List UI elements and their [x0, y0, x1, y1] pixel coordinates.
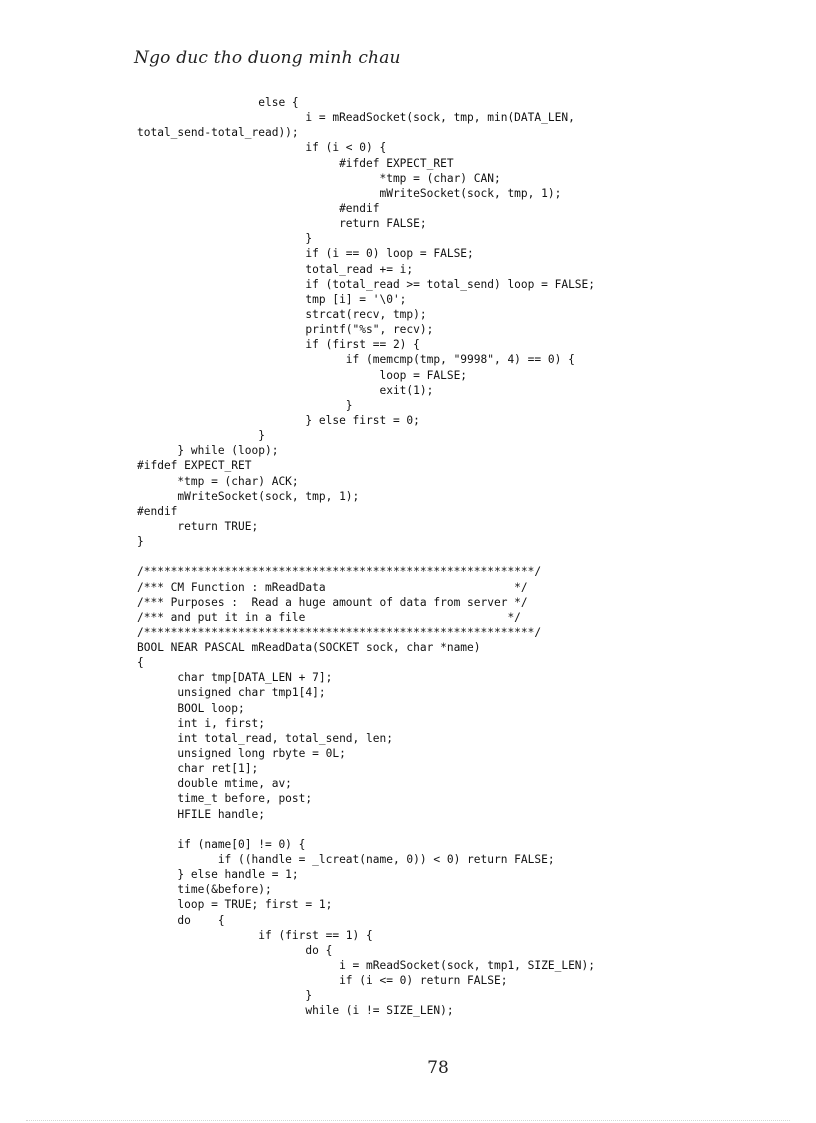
code-line: if (name[0] != 0) { — [137, 837, 306, 851]
code-line: while (i != SIZE_LEN); — [137, 1004, 454, 1018]
code-line: double mtime, av; — [137, 777, 292, 791]
code-line: } — [137, 989, 313, 1003]
code-line: if (memcmp(tmp, "9998", 4) == 0) { — [137, 353, 575, 367]
code-line: *tmp = (char) ACK; — [137, 474, 299, 488]
code-line: } — [137, 535, 144, 549]
code-line: } else first = 0; — [137, 413, 420, 427]
code-line: { — [137, 656, 144, 670]
code-line: time(&before); — [137, 883, 272, 897]
code-line: unsigned char tmp1[4]; — [137, 686, 326, 700]
code-line: BOOL loop; — [137, 701, 245, 715]
code-line: else { — [137, 96, 299, 109]
page-number: 78 — [427, 1058, 449, 1078]
code-line: /*** Purposes : Read a huge amount of data from server */ — [137, 595, 528, 609]
code-line: strcat(recv, tmp); — [137, 307, 427, 321]
code-line: } — [137, 398, 353, 412]
code-line: loop = FALSE; — [137, 368, 468, 382]
code-line: mWriteSocket(sock, tmp, 1); — [137, 186, 562, 200]
code-listing — [137, 95, 595, 1019]
code-line: unsigned long rbyte = 0L; — [137, 747, 346, 761]
code-line: #ifdef EXPECT_RET — [137, 459, 252, 473]
code-line: if (i == 0) loop = FALSE; — [137, 247, 474, 261]
code-line: char ret[1]; — [137, 762, 259, 776]
code-line: BOOL NEAR PASCAL mReadData(SOCKET sock, char *name) — [137, 641, 481, 655]
code-line: return FALSE; — [137, 217, 427, 231]
running-header: Ngo duc tho duong minh chau — [134, 48, 401, 68]
code-line: HFILE handle; — [137, 807, 265, 821]
code-line: i = mReadSocket(sock, tmp1, SIZE_LEN); — [137, 959, 596, 973]
code-line: return TRUE; — [137, 519, 259, 533]
code-line: mWriteSocket(sock, tmp, 1); — [137, 489, 360, 503]
code-line: } while (loop); — [137, 444, 279, 458]
code-line: /*** and put it in a file */ — [137, 610, 521, 624]
code-line: if (first == 1) { — [137, 928, 373, 942]
code-line: do { — [137, 943, 333, 957]
code-line: if (i <= 0) return FALSE; — [137, 974, 508, 988]
code-line: total_read += i; — [137, 262, 414, 276]
code-line: #ifdef EXPECT_RET — [137, 156, 454, 170]
code-line: int i, first; — [137, 716, 265, 730]
code-line: exit(1); — [137, 383, 434, 397]
code-line: if ((handle = _lcreat(name, 0)) < 0) return FALSE; — [137, 853, 555, 867]
code-line: do { — [137, 913, 225, 927]
code-line: if (first == 2) { — [137, 338, 420, 352]
code-line: } — [137, 429, 265, 443]
code-line: } else handle = 1; — [137, 868, 299, 882]
code-line: tmp [i] = '\0'; — [137, 292, 407, 306]
page-bottom-rule — [26, 1120, 790, 1121]
code-line: #endif — [137, 201, 380, 215]
code-line: } — [137, 232, 313, 246]
code-line: /*** CM Function : mReadData */ — [137, 580, 528, 594]
code-line: loop = TRUE; first = 1; — [137, 898, 333, 912]
code-line: if (total_read >= total_send) loop = FALSE; — [137, 277, 596, 291]
code-line: char tmp[DATA_LEN + 7]; — [137, 671, 333, 685]
code-line: /**********************************************************/ — [137, 565, 542, 579]
code-line: total_send-total_read)); — [137, 126, 299, 140]
code-line: int total_read, total_send, len; — [137, 731, 393, 745]
code-line: #endif — [137, 504, 178, 518]
code-line: if (i < 0) { — [137, 141, 387, 155]
code-line — [137, 549, 595, 564]
code-line: *tmp = (char) CAN; — [137, 171, 501, 185]
code-line: printf("%s", recv); — [137, 323, 434, 337]
code-line: time_t before, post; — [137, 792, 313, 806]
code-line: /**********************************************************/ — [137, 625, 542, 639]
code-line: i = mReadSocket(sock, tmp, min(DATA_LEN, — [137, 111, 575, 125]
code-line — [137, 822, 595, 837]
